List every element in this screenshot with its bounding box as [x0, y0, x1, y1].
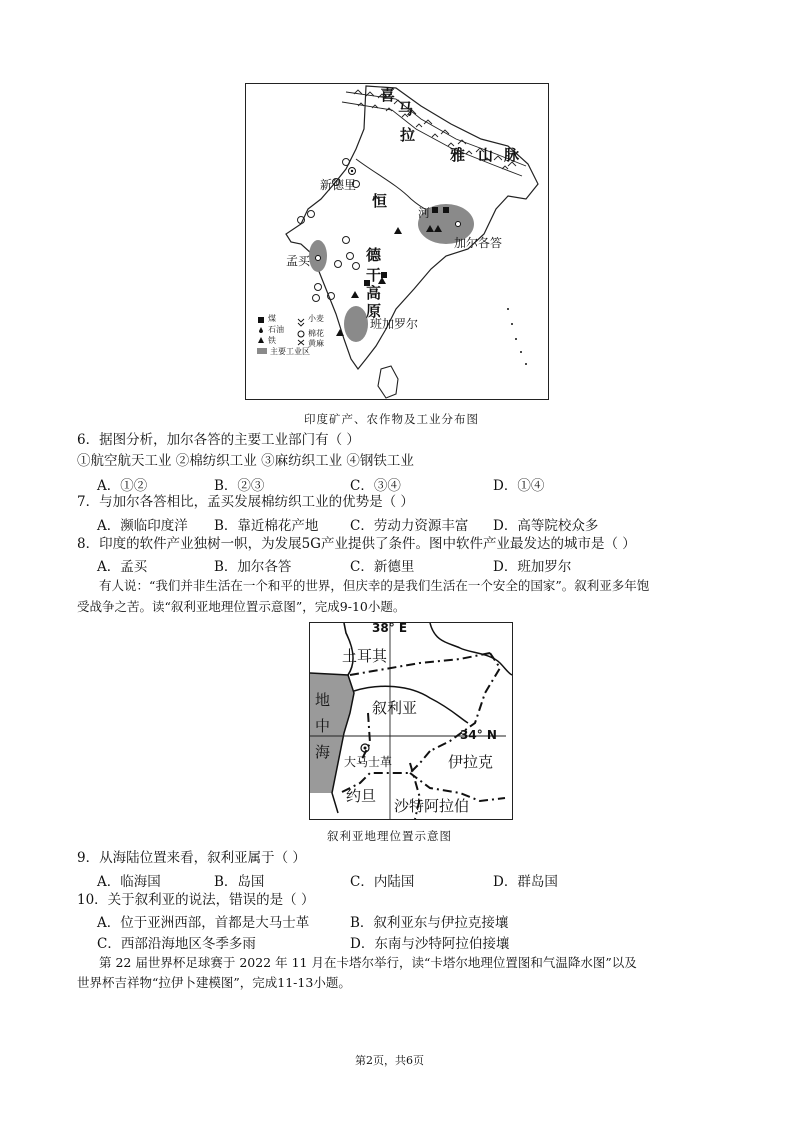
q6-option-b[interactable]: B．②③: [214, 478, 265, 494]
passage-syria-line1: 有人说：“我们并非生活在一个和平的世界，但庆幸的是我们生活在一个安全的国家”。叙利亚多年饱: [99, 578, 650, 593]
ganges-char: 河: [418, 206, 431, 220]
q9-option-b[interactable]: B．岛国: [214, 874, 265, 890]
bangalore-label: 班加罗尔: [370, 317, 419, 331]
new-delhi-label: 新德里: [320, 178, 357, 192]
himalaya-char: 拉: [400, 126, 416, 144]
q10-option-d[interactable]: D．东南与沙特阿拉伯接壤: [350, 936, 510, 952]
q6-option-d[interactable]: D．①④: [493, 478, 545, 494]
coal-square-icon: [432, 207, 438, 213]
jordan-label: 约旦: [346, 787, 377, 805]
iron-triangle-icon: [258, 337, 264, 343]
bangalore-industrial-area: [344, 306, 368, 342]
damascus-label: 大马士革: [344, 755, 393, 769]
q8-option-c[interactable]: C．新德里: [350, 559, 415, 575]
q6-option-a[interactable]: A．①②: [97, 478, 148, 494]
iron-triangle-icon: [394, 227, 402, 234]
med-sea-char: 海: [315, 743, 331, 761]
deccan-char: 原: [366, 302, 382, 320]
legend-label-iron: 铁: [268, 336, 276, 345]
legend-label-jute: 黄麻: [308, 339, 324, 348]
wheat-icon: [298, 319, 304, 326]
saudi-label: 沙特阿拉伯: [394, 797, 470, 815]
map2-caption: 叙利亚地理位置示意图: [327, 829, 452, 843]
turkey-label: 土耳其: [342, 647, 388, 665]
passage-syria-line2: 受战争之苦。读“叙利亚地理位置示意图”，完成9-10小题。: [77, 599, 406, 614]
q10-option-c[interactable]: C．西部沿海地区冬季多雨: [97, 936, 256, 952]
question-8-stem: 8．印度的软件产业独树一帜，为发展5G产业提供了条件。图中软件产业最发达的城市是（ ）: [77, 536, 636, 552]
q6-option-c[interactable]: C．③④: [350, 478, 401, 494]
iron-triangle-icon: [351, 291, 359, 298]
iron-triangle-icon: [336, 329, 344, 336]
q7-option-c[interactable]: C．劳动力资源丰富: [350, 518, 469, 534]
q9-option-c[interactable]: C．内陆国: [350, 874, 415, 890]
question-6-sub: ①航空航天工业 ②棉纺织工业 ③麻纺织工业 ④钢铁工业: [77, 453, 414, 469]
q9-option-a[interactable]: A．临海国: [97, 874, 161, 890]
cotton-icon: [298, 331, 304, 337]
himalaya-char: 马: [398, 100, 414, 118]
question-6-stem: 6．据图分析，加尔各答的主要工业部门有（ ）: [77, 432, 360, 448]
iraq-label: 伊拉克: [448, 753, 494, 771]
india-map: [245, 83, 549, 400]
industrial-area-icon: [257, 348, 267, 354]
oil-icon: [259, 327, 263, 333]
ganges-char: 恒: [372, 192, 388, 210]
passage-qatar-line1: 第 22 届世界杯足球赛于 2022 年 11 月在卡塔尔举行，读“卡塔尔地理位置图和气温降水图”以及: [99, 955, 637, 970]
syria-map-drawing: [310, 623, 512, 819]
himalaya-char: 雅: [450, 146, 466, 164]
legend-label-cotton: 棉花: [308, 329, 324, 338]
kolkata-marker: [456, 222, 461, 227]
mumbai-label: 孟买: [286, 254, 311, 268]
legend-label-coal: 煤: [268, 314, 276, 323]
question-9-stem: 9．从海陆位置来看，叙利亚属于（ ）: [77, 850, 306, 866]
q9-option-d[interactable]: D．群岛国: [493, 874, 558, 890]
deccan-char: 德: [366, 246, 382, 264]
deccan-char: 干: [366, 266, 382, 284]
mumbai-marker: [316, 256, 321, 261]
himalaya-char: 山: [478, 146, 494, 164]
q8-option-a[interactable]: A．孟买: [97, 559, 148, 575]
jute-icon: [298, 340, 304, 345]
coal-square-icon: [443, 207, 449, 213]
q7-option-d[interactable]: D．高等院校众多: [493, 518, 599, 534]
page-footer: 第2页，共6页: [355, 1054, 424, 1067]
himalaya-char: 喜: [380, 86, 396, 104]
kolkata-label: 加尔各答: [454, 236, 503, 250]
q10-option-b[interactable]: B．叙利亚东与伊拉克接壤: [350, 915, 509, 931]
question-7-stem: 7．与加尔各答相比，孟买发展棉纺织工业的优势是（ ）: [77, 494, 414, 510]
q7-option-b[interactable]: B．靠近棉花产地: [214, 518, 319, 534]
med-sea-char: 地: [315, 691, 331, 709]
lat-label-34n: 34° N: [460, 728, 497, 742]
coal-square-icon: [381, 272, 387, 278]
lon-label-38e: 38° E: [372, 622, 408, 635]
q7-option-a[interactable]: A．濒临印度洋: [97, 518, 188, 534]
q8-option-b[interactable]: B．加尔各答: [214, 559, 292, 575]
q8-option-d[interactable]: D．班加罗尔: [493, 559, 572, 575]
legend-label-wheat: 小麦: [308, 314, 324, 323]
euphrates-river: [430, 623, 512, 675]
sri-lanka-outline: [378, 366, 398, 398]
passage-qatar-line2: 世界杯吉祥物“拉伊卜建模图”，完成11-13小题。: [77, 975, 351, 990]
himalaya-char: 脉: [504, 146, 520, 164]
question-10-stem: 10．关于叙利亚的说法，错误的是（ ）: [77, 892, 315, 908]
q10-option-a[interactable]: A．位于亚洲西部，首都是大马士革: [97, 915, 310, 931]
syria-map: [309, 622, 513, 820]
med-sea-char: 中: [315, 717, 331, 735]
deccan-char: 高: [366, 284, 382, 302]
coal-square-icon: [258, 317, 264, 323]
syria-label: 叙利亚: [372, 699, 418, 717]
legend-label-industrial: 主要工业区: [270, 347, 310, 356]
himalaya-mountain-band: [342, 90, 526, 176]
legend-label-oil: 石油: [268, 325, 284, 334]
map1-caption: 印度矿产、农作物及工业分布图: [304, 412, 479, 426]
